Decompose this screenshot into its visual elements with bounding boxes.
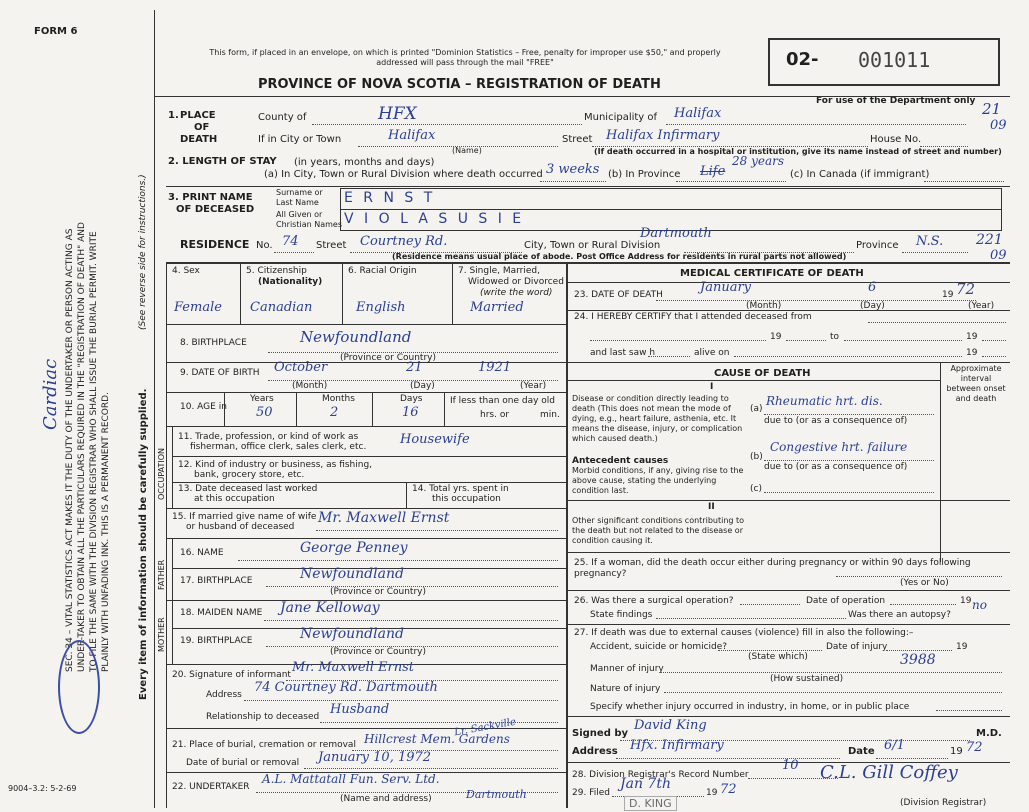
side-instructions: (See reverse side for instructions.) bbox=[138, 174, 148, 330]
antecedent-desc: Morbid conditions, if any, giving rise to the above cause, stating the underlying condition last. bbox=[572, 466, 744, 495]
residence-no-value: 74 bbox=[282, 234, 299, 249]
certify-19-b: 19 bbox=[966, 332, 978, 342]
birthplace-sub: (Province or Country) bbox=[340, 353, 436, 363]
given-label-1: All Given or bbox=[276, 210, 323, 219]
total-yrs-label-2: this occupation bbox=[432, 494, 501, 504]
street-value: Halifax Infirmary bbox=[606, 128, 720, 143]
signed-by-label: Signed by bbox=[572, 728, 629, 739]
s2-b-label: (b) In Province bbox=[608, 169, 681, 180]
how-sustained-label: (How sustained) bbox=[770, 674, 844, 684]
trade-value: Housewife bbox=[400, 432, 470, 447]
med-date-label: Date bbox=[848, 746, 875, 757]
antecedent-label: Antecedent causes bbox=[572, 456, 669, 466]
left-border bbox=[154, 10, 155, 808]
dept-use-label: For use of the Department only bbox=[816, 96, 976, 106]
state-findings-label: State findings bbox=[590, 610, 653, 620]
county-value: HFX bbox=[378, 104, 417, 124]
last-saw-label: and last saw h bbox=[590, 348, 656, 358]
cause-a-value: Rheumatic hrt. dis. bbox=[766, 394, 883, 408]
industry-label-1: 12. Kind of industry or business, as fishing, bbox=[178, 460, 373, 470]
s2-a-label: (a) In City, Town or Rural Division where death occurred bbox=[264, 169, 543, 180]
industry-label-2: bank, grocery store, etc. bbox=[194, 470, 305, 480]
dob-month: October bbox=[274, 360, 328, 375]
filed-value: Jan 7th bbox=[620, 776, 671, 792]
residence-no-label: No. bbox=[256, 240, 273, 251]
municipality-label: Municipality of bbox=[584, 112, 658, 123]
mother-side-label: MOTHER bbox=[157, 617, 166, 652]
filed-19: 19 bbox=[706, 788, 718, 798]
dob-day: 21 bbox=[406, 360, 423, 375]
med-date-year: 72 bbox=[966, 740, 983, 755]
residence-street-value: Courtney Rd. bbox=[360, 234, 448, 249]
age-months: 2 bbox=[330, 405, 339, 420]
birthplace-label: 8. BIRTHPLACE bbox=[180, 338, 247, 348]
surname-label-2: Last Name bbox=[276, 198, 319, 207]
last-worked-label-2: at this occupation bbox=[194, 494, 275, 504]
side-note: Every item of information should be carefully supplied. bbox=[138, 388, 149, 700]
residence-label: RESIDENCE bbox=[180, 238, 250, 251]
interval-label: Approximate interval between onset and death bbox=[946, 364, 1006, 403]
dob-label: 9. DATE OF BIRTH bbox=[180, 368, 260, 378]
age-hrs: hrs. or bbox=[480, 410, 510, 420]
sex-value: Female bbox=[174, 300, 222, 315]
certify-19-a: 19 bbox=[770, 332, 782, 342]
cause-b-label: (b) bbox=[750, 452, 763, 462]
birthplace-value: Newfoundland bbox=[300, 328, 412, 346]
burial-date-label: Date of burial or removal bbox=[186, 758, 300, 768]
death-year: 72 bbox=[956, 280, 976, 298]
age-label: 10. AGE in bbox=[180, 402, 227, 412]
undertaker-value: A.L. Mattatall Fun. Serv. Ltd. bbox=[262, 772, 440, 786]
s2-b-note: 28 years bbox=[732, 154, 785, 168]
racial-origin-label: 6. Racial Origin bbox=[348, 266, 417, 276]
sex-label: 4. Sex bbox=[172, 266, 200, 276]
op-19: 19 bbox=[960, 596, 972, 606]
cause-a-label: (a) bbox=[750, 404, 763, 414]
marital-value: Married bbox=[470, 300, 524, 315]
alive-on-label: alive on bbox=[694, 348, 730, 358]
dob-year-label: (Year) bbox=[520, 381, 547, 391]
trade-label-2: fisherman, office clerk, sales clerk, etc. bbox=[190, 442, 367, 452]
house-label: House No. bbox=[870, 134, 922, 145]
marital-label-1: 7. Single, Married, bbox=[458, 266, 540, 276]
form-number-prefix: 02- bbox=[786, 49, 819, 70]
marital-label-3: (write the word) bbox=[480, 288, 553, 298]
father-birthplace-value: Newfoundland bbox=[300, 566, 404, 582]
division-registrar-label: (Division Registrar) bbox=[900, 798, 987, 808]
age-months-label: Months bbox=[322, 394, 355, 404]
dept-code-1: 21 bbox=[982, 100, 1002, 118]
age-less-label: If less than one day old bbox=[450, 396, 556, 406]
residence-note: (Residence means usual place of abode. Post Office Address for residents in rural parts not allowed) bbox=[392, 252, 847, 261]
med-date-19: 19 bbox=[950, 746, 963, 757]
city-name-label: (Name) bbox=[452, 146, 482, 155]
s2-label: 2. LENGTH OF STAY bbox=[168, 156, 277, 167]
header-rule bbox=[154, 96, 1010, 97]
autopsy-value: no bbox=[972, 598, 987, 612]
relationship-label: Relationship to deceased bbox=[206, 712, 320, 722]
death-day: 6 bbox=[868, 280, 877, 295]
death-month-label: (Month) bbox=[746, 301, 782, 311]
relationship-value: Husband bbox=[330, 702, 390, 717]
disease-label: Disease or condition directly leading to death (This does not mean the mode of dying, e.g., heart failure, asthenia, etc. It means the disease, injury, or complication which caused death.) bbox=[572, 394, 743, 443]
cause-title: CAUSE OF DEATH bbox=[714, 368, 811, 379]
surgical-label: 26. Was there a surgical operation? bbox=[574, 596, 734, 606]
cause-b-value: Congestive hrt. failure bbox=[770, 440, 908, 454]
racial-origin-value: English bbox=[356, 300, 406, 315]
informant-value: Mr. Maxwell Ernst bbox=[292, 660, 414, 675]
age-years: 50 bbox=[256, 405, 273, 420]
informant-address-label: Address bbox=[206, 690, 242, 700]
age-min: min. bbox=[540, 410, 560, 420]
margin-signature-mark bbox=[58, 640, 100, 734]
given-value: V I O L A S U S I E bbox=[344, 211, 525, 227]
county-label: County of bbox=[258, 112, 307, 123]
s2-a-value: 3 weeks bbox=[546, 162, 600, 177]
date-of-death-label: 23. DATE OF DEATH bbox=[574, 290, 663, 300]
mother-birthplace-value: Newfoundland bbox=[300, 626, 404, 642]
due-to-1: due to (or as a consequence of) bbox=[764, 416, 908, 426]
citizenship-sub: (Nationality) bbox=[258, 277, 323, 287]
filed-year: 72 bbox=[720, 782, 737, 797]
citizenship-value: Canadian bbox=[250, 300, 313, 315]
specify-label: Specify whether injury occurred in industry, in home, or in public place bbox=[590, 702, 910, 712]
registrar-record-value: 10 bbox=[782, 758, 799, 773]
dept-code-3: 221 bbox=[976, 232, 1003, 248]
marital-label-2: Widowed or Divorced bbox=[468, 277, 564, 287]
informant-address-value: 74 Courtney Rd. Dartmouth bbox=[254, 680, 438, 695]
yes-no-label: (Yes or No) bbox=[900, 578, 949, 588]
med-date-value: 6/1 bbox=[884, 738, 905, 753]
undertaker-label: 22. UNDERTAKER bbox=[172, 782, 250, 792]
trade-label-1: 11. Trade, profession, or kind of work as bbox=[178, 432, 359, 442]
residence-province-value: N.S. bbox=[916, 234, 944, 249]
med-address-value: Hfx. Infirmary bbox=[630, 738, 724, 753]
certify-19-c: 19 bbox=[966, 348, 978, 358]
residence-city-value: Dartmouth bbox=[640, 226, 712, 241]
father-birthplace-label: 17. BIRTHPLACE bbox=[180, 576, 253, 586]
s2-b-value: Life bbox=[700, 164, 726, 179]
burial-place-label: 21. Place of burial, cremation or removal bbox=[172, 740, 356, 750]
place-note: (If death occurred in a hospital or institution, give its name instead of street and number) bbox=[594, 147, 1002, 156]
side-statute-text: SEC. 34 – VITAL STATISTICS ACT MAKES IT THE DUTY OF THE UNDERTAKER OR PERSON ACTING AS UNDER-TAKER TO OBTAIN ALL THE PARTICULARS REQUIRED IN THE "REGISTRATION OF DEATH" AND TO FILE THE SAME WITH THE DIVISION REGISTRAR WHO SHALL ISSUE THE BURIAL PERMIT. WRITE PLAINLY WITH UNFADING INK. THIS IS A PERMANENT RECORD. bbox=[65, 222, 111, 672]
total-yrs-label-1: 14. Total yrs. spent in bbox=[412, 484, 509, 494]
spouse-label-1: 15. If married give name of wife bbox=[172, 512, 317, 522]
spouse-label-2: or husband of deceased bbox=[186, 522, 295, 532]
age-days: 16 bbox=[402, 405, 419, 420]
citizenship-label: 5. Citizenship bbox=[246, 266, 307, 276]
residence-province-label: Province bbox=[856, 240, 899, 251]
residence-city-label: City, Town or Rural Division bbox=[524, 240, 661, 251]
age-days-label: Days bbox=[400, 394, 423, 404]
mother-birthplace-sub: (Province or Country) bbox=[330, 647, 426, 657]
filed-label: 29. Filed bbox=[572, 788, 610, 798]
surname-value: E R N S T bbox=[344, 190, 436, 206]
city-label: If in City or Town bbox=[258, 134, 342, 145]
header-note: This form, if placed in an envelope, on which is printed "Dominion Statistics – Free, penalty for improper use $50," and properly addressed will pass through the mail "FREE" bbox=[209, 48, 721, 67]
signed-by-value: David King bbox=[634, 718, 707, 733]
municipality-value: Halifax bbox=[674, 106, 722, 121]
cause-c-label: (c) bbox=[750, 484, 762, 494]
s1-label-place: PLACE bbox=[180, 110, 216, 121]
med-cert-title: MEDICAL CERTIFICATE OF DEATH bbox=[680, 268, 864, 279]
undertaker-sub: (Name and address) bbox=[340, 794, 432, 804]
due-to-2: due to (or as a consequence of) bbox=[764, 462, 908, 472]
footer-code: 9004–3.2: 5-2-69 bbox=[8, 784, 77, 793]
op-date-label: Date of operation bbox=[806, 596, 886, 606]
last-worked-label-1: 13. Date deceased last worked bbox=[178, 484, 318, 494]
s2-sub: (in years, months and days) bbox=[294, 157, 435, 168]
s1-num: 1. bbox=[168, 110, 179, 121]
dob-year: 1921 bbox=[478, 360, 512, 375]
mother-birthplace-label: 19. BIRTHPLACE bbox=[180, 636, 253, 646]
dept-code-2: 09 bbox=[990, 118, 1007, 133]
autopsy-label: Was there an autopsy? bbox=[848, 610, 951, 620]
other-conditions-label: Other significant conditions contributing to the death but not related to the disease or condition causing it. bbox=[572, 516, 745, 545]
injury-19: 19 bbox=[956, 642, 968, 652]
registrar-signature: C.L. Gill Coffey bbox=[820, 762, 958, 783]
form-title: PROVINCE OF NOVA SCOTIA – REGISTRATION OF DEATH bbox=[258, 77, 661, 92]
roman-2: II bbox=[708, 502, 715, 512]
spouse-value: Mr. Maxwell Ernst bbox=[318, 510, 450, 526]
death-year-label: (Year) bbox=[968, 301, 995, 311]
dept-code-4: 09 bbox=[990, 248, 1007, 263]
dob-month-label: (Month) bbox=[292, 381, 328, 391]
surname-box bbox=[340, 188, 1002, 210]
form-number: 001011 bbox=[858, 48, 931, 72]
certify-to: to bbox=[830, 332, 840, 342]
med-address-label: Address bbox=[572, 746, 618, 757]
s2-c-label: (c) In Canada (if immigrant) bbox=[790, 169, 930, 180]
given-label-2: Christian Names bbox=[276, 220, 342, 229]
md-label: M.D. bbox=[976, 728, 1002, 739]
registrar-record-label: 28. Division Registrar's Record Number bbox=[572, 770, 749, 780]
s1-label-death: DEATH bbox=[180, 134, 218, 145]
registrar-stamp: D. KING bbox=[624, 796, 677, 811]
surname-label-1: Surname or bbox=[276, 188, 323, 197]
father-birthplace-sub: (Province or Country) bbox=[330, 587, 426, 597]
maiden-name-value: Jane Kelloway bbox=[280, 600, 380, 616]
burial-place-value: Hillcrest Mem. Gardens bbox=[364, 732, 510, 746]
maiden-name-label: 18. MAIDEN NAME bbox=[180, 608, 263, 618]
dob-day-label: (Day) bbox=[410, 381, 435, 391]
father-name-value: George Penney bbox=[300, 540, 408, 556]
age-years-label: Years bbox=[250, 394, 274, 404]
accident-label: Accident, suicide or homicide? bbox=[590, 642, 728, 652]
certify-label: 24. I HEREBY CERTIFY that I attended deceased from bbox=[574, 312, 812, 322]
external-causes-label: 27. If death was due to external causes (violence) fill in also the following:– bbox=[574, 628, 914, 638]
form-id: FORM 6 bbox=[34, 26, 78, 37]
state-which-label: (State which) bbox=[748, 652, 808, 662]
burial-date-value: January 10, 1972 bbox=[318, 750, 432, 765]
manner-value: 3988 bbox=[900, 652, 936, 668]
nature-label: Nature of injury bbox=[590, 684, 661, 694]
city-value: Halifax bbox=[388, 128, 436, 143]
occupation-side-label: OCCUPATION bbox=[157, 447, 166, 500]
manner-label: Manner of injury bbox=[590, 664, 664, 674]
informant-label: 20. Signature of informant bbox=[172, 670, 291, 680]
pregnancy-label: 25. If a woman, did the death occur either during pregnancy or within 90 days following pregnancy? bbox=[574, 558, 971, 579]
undertaker-city: Dartmouth bbox=[466, 788, 527, 801]
injury-date-label: Date of injury bbox=[826, 642, 888, 652]
death-day-label: (Day) bbox=[860, 301, 885, 311]
death-year-prefix: 19 bbox=[942, 290, 954, 300]
father-side-label: FATHER bbox=[157, 559, 166, 590]
death-month: January bbox=[700, 280, 752, 295]
residence-street-label: Street bbox=[316, 240, 347, 251]
s3-label-2: OF DECEASED bbox=[176, 204, 255, 215]
father-name-label: 16. NAME bbox=[180, 548, 224, 558]
s3-label-1: 3. PRINT NAME bbox=[168, 192, 253, 203]
burial-note: Lr. Sackville bbox=[453, 716, 517, 739]
s1-label-of: OF bbox=[194, 122, 210, 133]
roman-1: I bbox=[710, 382, 714, 392]
margin-handwriting: Cardiac bbox=[40, 358, 61, 430]
street-label: Street bbox=[562, 134, 593, 145]
